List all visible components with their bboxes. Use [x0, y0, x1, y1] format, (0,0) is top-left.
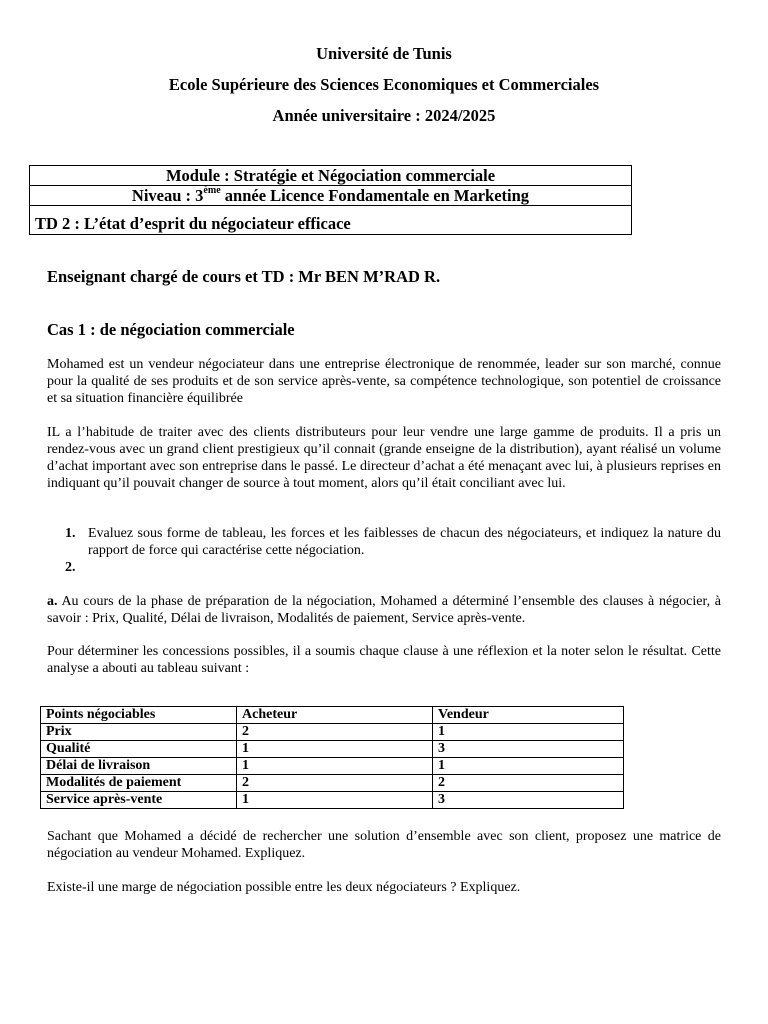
- level-superscript: ème: [203, 184, 221, 196]
- table-cell: Prix: [41, 724, 237, 741]
- table-cell: Modalités de paiement: [41, 775, 237, 792]
- question-a: [47, 593, 721, 627]
- table-header-row: [41, 707, 624, 724]
- table-header: Points négociables: [41, 707, 237, 724]
- module-title: Module : Stratégie et Négociation commerciale: [30, 166, 631, 186]
- td-title: TD 2 : L’état d’esprit du négociateur efficace: [35, 214, 351, 233]
- teacher-line: Enseignant chargé de cours et TD : Mr BEN M’RAD R.: [47, 267, 441, 286]
- paragraph-context: Mohamed est un vendeur négociateur dans une entreprise électronique de renommée, leader sur son marché, connue pour la qualité de ses produits et de son service après-vente, sa compétence technologique, son potentiel de croissance et sa situation financière équilibrée: [47, 357, 721, 406]
- table-row: [41, 741, 624, 758]
- paragraph-margin-question: Existe-il une marge de négociation possible entre les deux négociateurs ? Expliquez.: [47, 880, 521, 895]
- paragraph-situation: IL a l’habitude de traiter avec des clients distributeurs pour leur vendre une large gamme de produits. Il a pris un rendez-vous avec un grand client prestigieux qu’il connait (grande enseigne de la distribution), ayant réalisé un volume d’achat important avec son entreprise dans le passé. Le directeur d’achat a été menaçant avec lui, à plusieurs reprises en indiquant qu’il pouvait changer de source à tout moment, alors qu’il était conciliant avec lui.: [47, 425, 721, 491]
- table-cell: 1: [237, 792, 433, 809]
- table-row: [41, 758, 624, 775]
- table-cell: 2: [237, 724, 433, 741]
- table-header: Vendeur: [433, 707, 624, 724]
- question-2: [65, 559, 721, 576]
- table-cell: 1: [237, 741, 433, 758]
- table-cell: 2: [433, 775, 624, 792]
- table-cell: 1: [433, 758, 624, 775]
- table-cell: Service après-vente: [41, 792, 237, 809]
- table-row: [41, 792, 624, 809]
- school-title: Ecole Supérieure des Sciences Economiques et Commerciales: [168, 75, 600, 94]
- level-suffix: année Licence Fondamentale en Marketing: [220, 186, 530, 205]
- question-a-text: Au cours de la phase de préparation de la négociation, Mohamed a déterminé l’ensemble des clauses à négocier, à savoir : Prix, Qualité, Délai de livraison, Modalités de paiement, Service après-vente.: [47, 594, 721, 626]
- table-cell: 2: [237, 775, 433, 792]
- table-cell: Délai de livraison: [41, 758, 237, 775]
- table-cell: 1: [433, 724, 624, 741]
- table-cell: Qualité: [41, 741, 237, 758]
- table-row: [41, 775, 624, 792]
- level-line: [30, 186, 631, 206]
- paragraph-matrix-question: Sachant que Mohamed a décidé de rechercher une solution d’ensemble avec son client, proposez une matrice de négociation au vendeur Mohamed. Expliquez.: [47, 829, 721, 861]
- table-cell: 3: [433, 792, 624, 809]
- paragraph-concessions: Pour déterminer les concessions possibles, il a soumis chaque clause à une réflexion et la noter selon le résultat. Cette analyse a abouti au tableau suivant :: [47, 644, 721, 676]
- table-row: [41, 724, 624, 741]
- table-cell: 3: [433, 741, 624, 758]
- table-header: Acheteur: [237, 707, 433, 724]
- university-title: Université de Tunis: [316, 44, 452, 63]
- question-number: 2.: [65, 560, 76, 575]
- level-prefix: Niveau : 3: [131, 186, 204, 205]
- case-title: Cas 1 : de négociation commerciale: [47, 320, 295, 339]
- question-a-label: a.: [47, 594, 58, 609]
- table-cell: 1: [237, 758, 433, 775]
- question-text: Evaluez sous forme de tableau, les forces et les faiblesses de chacun des négociateurs, et indiquez la nature du rapport de force qui caractérise cette négociation.: [88, 526, 721, 558]
- question-1: [65, 525, 721, 561]
- course-info-box: [29, 165, 632, 235]
- academic-year: Année universitaire : 2024/2025: [272, 106, 496, 125]
- question-number: 1.: [65, 526, 76, 541]
- negotiation-table: [40, 706, 624, 809]
